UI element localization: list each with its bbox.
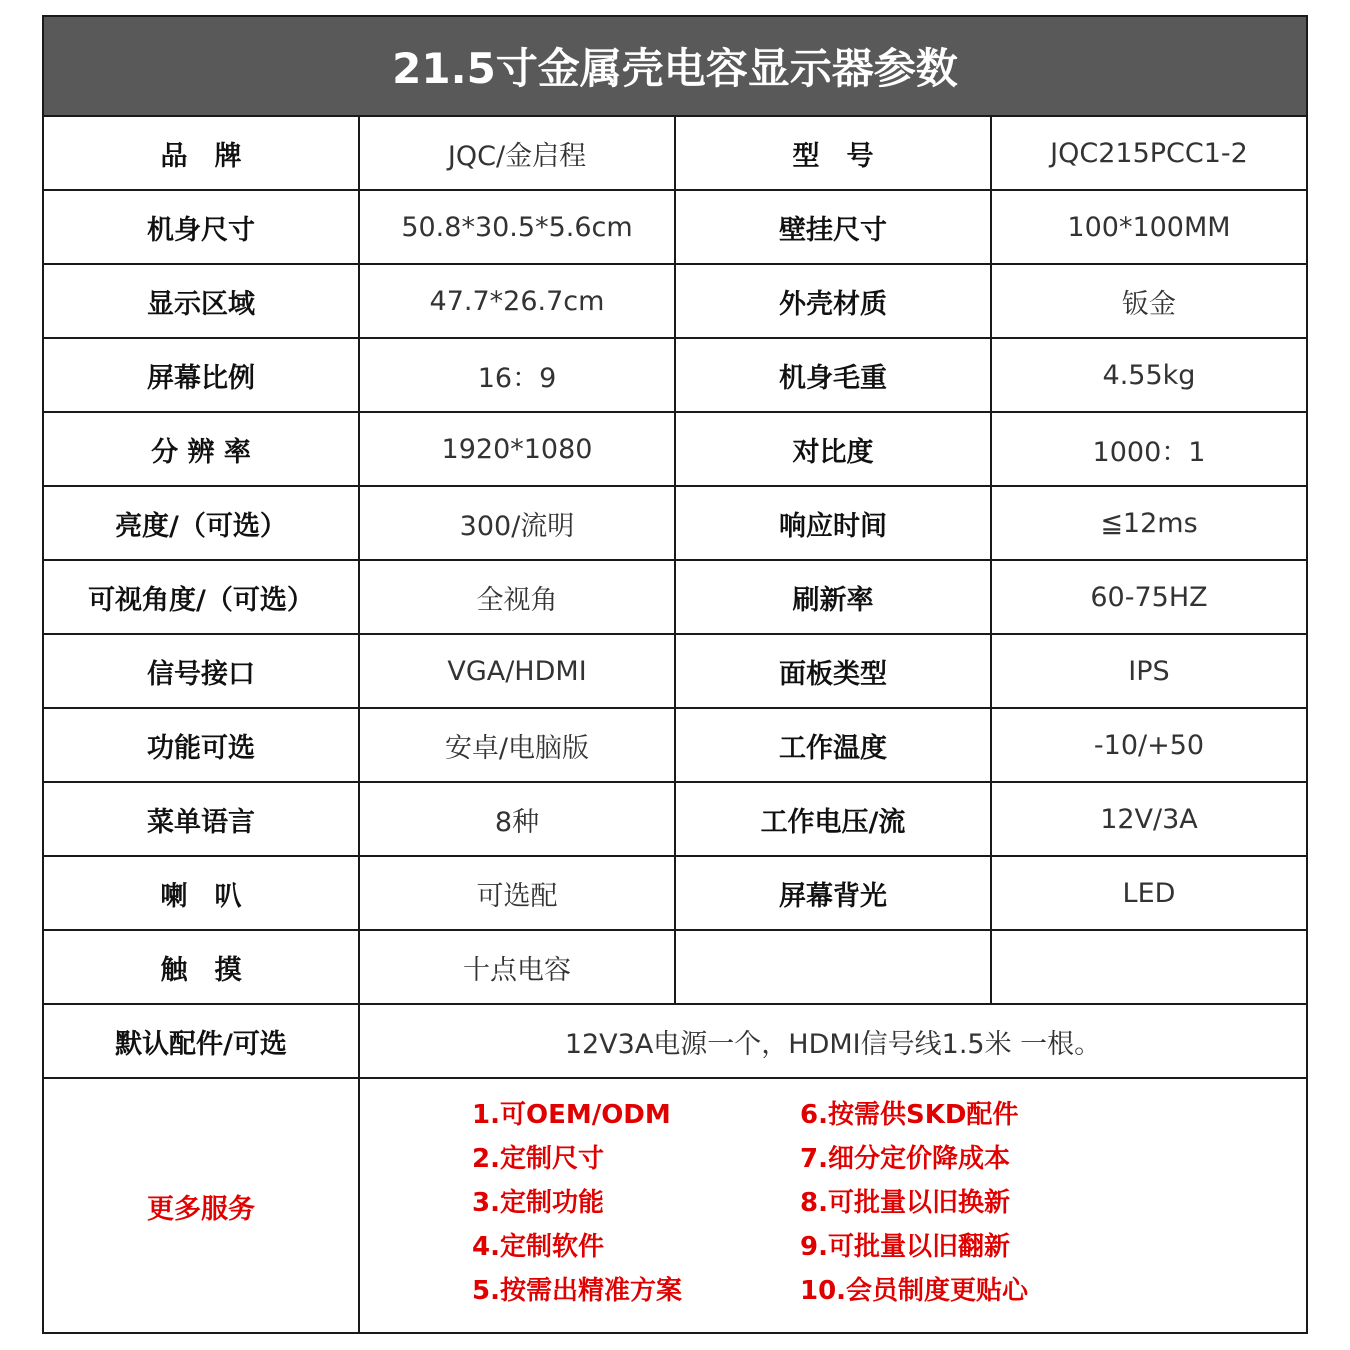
spec-value: IPS (1128, 655, 1170, 687)
spec-label: 响应时间 (676, 487, 992, 559)
spec-label: 亮度/（可选） (44, 487, 360, 559)
table-row (44, 413, 1306, 487)
spec-label: 信号接口 (44, 635, 360, 707)
spec-label: 可视角度/（可选） (44, 561, 360, 633)
spec-value: ≦12ms (1100, 507, 1198, 539)
service-item: 4.定制软件 (472, 1232, 604, 1262)
spec-value (992, 931, 1306, 1003)
spec-value: 可选配 (360, 857, 676, 929)
spec-label: 刷新率 (676, 561, 992, 633)
table-row (44, 561, 1306, 635)
spec-label: 品 牌 (44, 117, 360, 189)
spec-value: JQC215PCC1-2 (1050, 137, 1248, 169)
service-item: 3.定制功能 (472, 1188, 604, 1218)
table-row (44, 635, 1306, 709)
spec-value: 1000：1 (1092, 436, 1206, 468)
table-row (44, 709, 1306, 783)
spec-label: 壁挂尺寸 (676, 191, 992, 263)
spec-label: 菜单语言 (44, 783, 360, 855)
spec-label: 屏幕背光 (676, 857, 992, 929)
service-item: 6.按需供SKD配件 (800, 1100, 1019, 1130)
spec-label: 触 摸 (44, 931, 360, 1003)
table-row (44, 265, 1306, 339)
spec-label: 工作电压/流 (676, 783, 992, 855)
spec-value: 300/流明 (360, 487, 676, 559)
spec-label: 喇 叭 (44, 857, 360, 929)
spec-label: 面板类型 (676, 635, 992, 707)
table-row (44, 857, 1306, 931)
table-row (44, 931, 1306, 1005)
service-item: 10.会员制度更贴心 (800, 1276, 1029, 1306)
table-row (44, 783, 1306, 857)
spec-label: 显示区域 (44, 265, 360, 337)
spec-value: 8种 (360, 783, 676, 855)
spec-value: 47.7*26.7cm (360, 265, 676, 337)
spec-value: 1920*1080 (360, 413, 676, 485)
spec-value: 12V/3A (1100, 803, 1198, 835)
spec-value: -10/+50 (1093, 729, 1205, 761)
spec-label: 功能可选 (44, 709, 360, 781)
accessories-value: 12V3A电源一个，HDMI信号线1.5米 一根。 (564, 1028, 1102, 1060)
spec-label: 机身毛重 (676, 339, 992, 411)
service-item: 7.细分定价降成本 (800, 1144, 1010, 1174)
service-item: 8.可批量以旧换新 (800, 1188, 1010, 1218)
spec-label: 机身尺寸 (44, 191, 360, 263)
spec-value: 16：9 (360, 339, 676, 411)
accessories-row (44, 1005, 1306, 1079)
spec-value: 60-75HZ (1090, 581, 1208, 613)
services-column-left (472, 1093, 682, 1313)
service-item: 2.定制尺寸 (472, 1144, 604, 1174)
spec-label (676, 931, 992, 1003)
spec-label: 屏幕比例 (44, 339, 360, 411)
spec-table (44, 117, 1306, 1334)
page-title: 21.5寸金属壳电容显示器参数 (44, 17, 1306, 117)
spec-value: 50.8*30.5*5.6cm (360, 191, 676, 263)
accessories-label: 默认配件/可选 (44, 1005, 360, 1077)
service-item: 5.按需出精准方案 (472, 1276, 682, 1306)
spec-value: VGA/HDMI (360, 635, 676, 707)
spec-label: 型 号 (676, 117, 992, 189)
spec-value: 4.55kg (1102, 359, 1196, 391)
spec-label: 工作温度 (676, 709, 992, 781)
spec-value: JQC/金启程 (360, 117, 676, 189)
service-item: 9.可批量以旧翻新 (800, 1232, 1010, 1262)
spec-label: 分 辨 率 (44, 413, 360, 485)
services-list (360, 1079, 1306, 1334)
service-item: 1.可OEM/ODM (472, 1100, 671, 1130)
spec-label: 对比度 (676, 413, 992, 485)
table-row (44, 191, 1306, 265)
spec-value: 100*100MM (1067, 211, 1231, 243)
spec-value: 全视角 (360, 561, 676, 633)
table-row (44, 339, 1306, 413)
services-column-right (800, 1093, 1028, 1313)
spec-label: 外壳材质 (676, 265, 992, 337)
spec-sheet (42, 15, 1308, 1334)
spec-value: 钣金 (1122, 288, 1176, 320)
spec-value: LED (1122, 877, 1176, 909)
spec-value: 十点电容 (360, 931, 676, 1003)
table-row (44, 117, 1306, 191)
table-row (44, 487, 1306, 561)
services-label: 更多服务 (44, 1079, 360, 1334)
spec-value: 安卓/电脑版 (360, 709, 676, 781)
services-row (44, 1079, 1306, 1334)
